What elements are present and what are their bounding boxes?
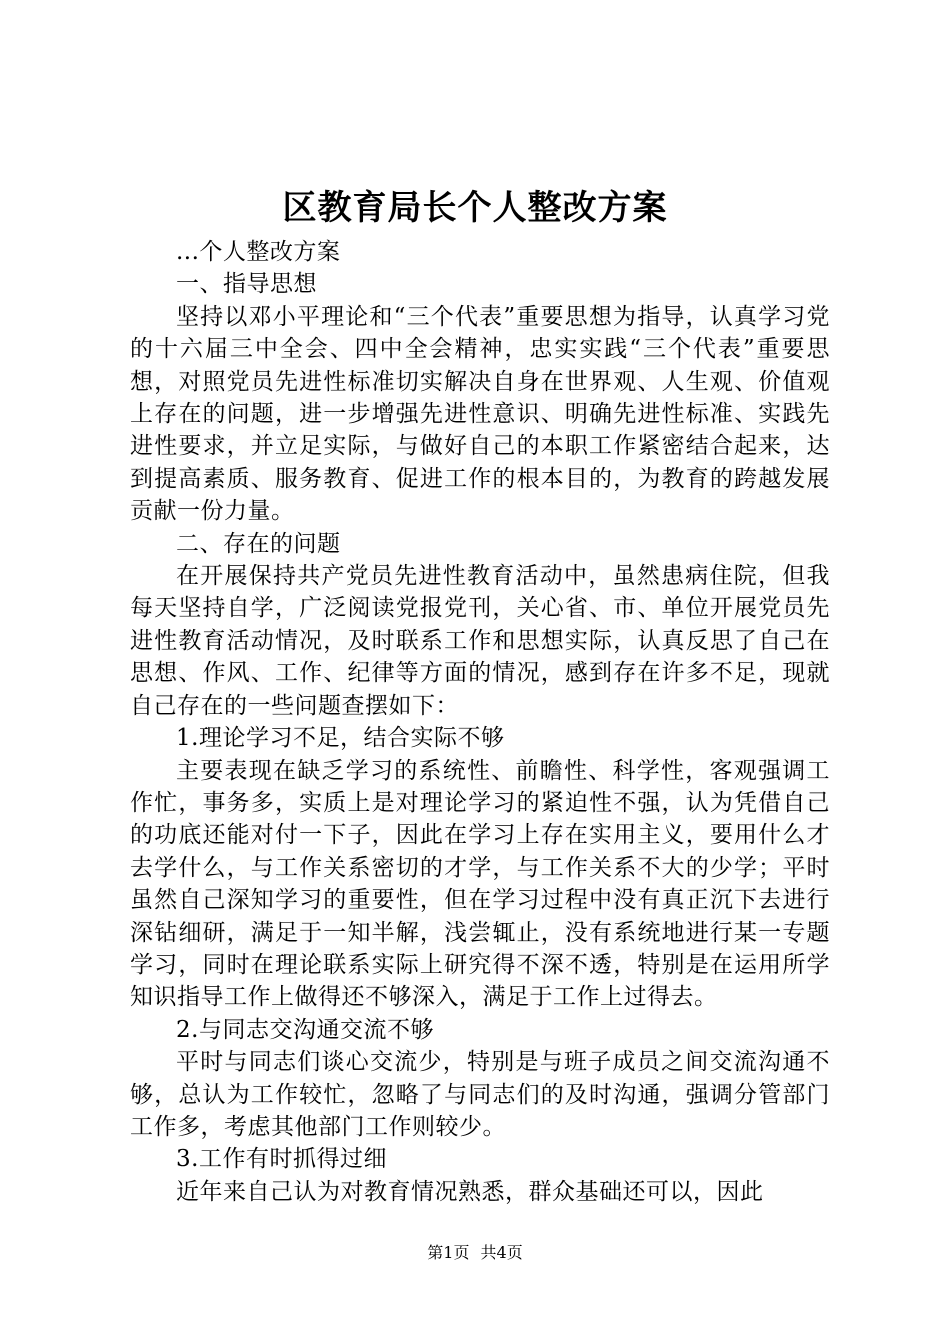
page-number-footer: 第1页 共4页 (427, 1243, 523, 1262)
document-body (130, 236, 830, 1208)
item-heading-work-detail: 3.工作有时抓得过细 (176, 1146, 387, 1173)
paragraph-theory-study: 主要表现在缺乏学习的系统性、前瞻性、科学性，客观强调工作忙，事务多，实质上是对理论学习的紧迫性不强，认为凭借自己的功底还能对付一下子，因此在学习上存在实用主义，要用什么才去学什么，与工作关系密切的才学，与工作关系不大的少学；平时虽然自己深知学习的重要性，但在学习过程中没有真正沉下去进行深钻细研，满足于一知半解，浅尝辄止，没有系统地进行某一专题学习，同时在理论联系实际上研究得不深不透，特别是在运用所学知识指导工作上做得还不够深入，满足于工作上过得去。 (130, 757, 830, 1011)
section-heading-existing-problems: 二、存在的问题 (176, 530, 341, 557)
paragraph-work-detail: 近年来自己认为对教育情况熟悉，群众基础还可以，因此 (176, 1178, 764, 1205)
item-heading-theory-study: 1.理论学习不足，结合实际不够 (176, 725, 505, 752)
item-heading-communication: 2.与同志交沟通交流不够 (176, 1016, 434, 1043)
document-title: 区教育局长个人整改方案 (282, 188, 668, 228)
document-subtitle: ...个人整改方案 (176, 239, 341, 265)
section-heading-guiding-ideology: 一、指导思想 (176, 271, 317, 298)
paragraph-guiding-ideology: 坚持以邓小平理论和“三个代表”重要思想为指导，认真学习党的十六届三中全会、四中全会精神，忠实实践“三个代表”重要思想，对照党员先进性标准切实解决自身在世界观、人生观、价值观上存在的问题，进一步增强先进性意识、明确先进性标准、实践先进性要求，并立足实际，与做好自己的本职工作紧密结合起来，达到提高素质、服务教育、促进工作的根本目的，为教育的跨越发展贡献一份力量。 (130, 303, 830, 525)
paragraph-communication: 平时与同志们谈心交流少，特别是与班子成员之间交流沟通不够，总认为工作较忙，忽略了与同志们的及时沟通，强调分管部门工作多，考虑其他部门工作则较少。 (130, 1049, 830, 1140)
paragraph-existing-problems: 在开展保持共产党员先进性教育活动中，虽然患病住院，但我每天坚持自学，广泛阅读党报党刊，关心省、市、单位开展党员先进性教育活动情况，及时联系工作和思想实际，认真反思了自己在思想、作风、工作、纪律等方面的情况，感到存在许多不足，现就自己存在的一些问题查摆如下： (130, 563, 830, 719)
